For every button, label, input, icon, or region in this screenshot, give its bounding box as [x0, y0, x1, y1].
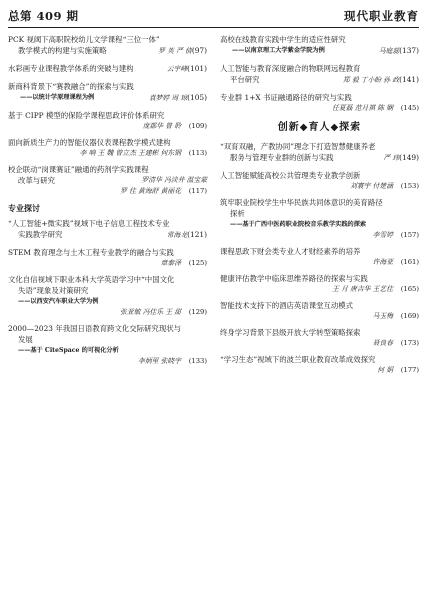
- entry-page: (137): [399, 46, 419, 55]
- entry-page: (109): [188, 122, 207, 130]
- entry-authors: 王 月 唐吉华 王艺佳: [332, 285, 393, 293]
- entry-authors: 罗 佳 黄海舒 黄丽花: [120, 187, 181, 195]
- entry-authors: 常海龙: [166, 231, 188, 239]
- toc-entry[interactable]: [220, 141, 419, 164]
- entry-subtitle: ——以南京理工大学紫金学院为例: [232, 47, 325, 54]
- toc-entry[interactable]: [8, 247, 207, 268]
- entry-title: 新商科背景下“赛教融合”的探索与实践: [8, 82, 134, 91]
- entry-title-cont: [8, 45, 207, 57]
- toc-entry[interactable]: [8, 274, 207, 317]
- toc-entry[interactable]: [8, 63, 207, 75]
- entry-title: “双育双融，产教协同”理念下打造智慧健康养老: [220, 142, 376, 151]
- entry-authors: 章秦泽: [160, 259, 181, 267]
- entry-title-line2: 改革与研究: [18, 176, 55, 185]
- entry-page: (149): [399, 153, 419, 162]
- header-divider: [8, 27, 419, 28]
- entry-authors: 袁梦婷 周 琼: [148, 94, 188, 102]
- toc-entry[interactable]: [220, 327, 419, 348]
- entry-authors: 刘寰宇 付楚涵: [350, 182, 393, 190]
- toc-entry[interactable]: [8, 218, 207, 241]
- entry-page: (125): [188, 259, 207, 267]
- toc-entry[interactable]: [220, 197, 419, 240]
- entry-title: 人工智能赋能高校公共管理类专业教学创新: [220, 171, 361, 180]
- entry-page: (157): [400, 231, 419, 239]
- entry-title: 筑牢职业院校学生中华民族共同体意识的美育路径: [220, 198, 383, 207]
- entry-page: (169): [400, 312, 419, 320]
- entry-page: (145): [400, 104, 419, 112]
- entry-title: 终身学习背景下县级开放大学转型策略探索: [220, 328, 361, 337]
- toc-entry[interactable]: [220, 354, 419, 375]
- entry-authors: 云宇峰: [166, 65, 188, 73]
- toc-entry[interactable]: [220, 273, 419, 294]
- toc-entry[interactable]: [220, 246, 419, 267]
- entry-authors: 任夏磊 范月祺 陈 娴: [332, 104, 393, 112]
- entry-title: “人工智能+微实践”视域下电子信息工程技术专业: [8, 219, 170, 228]
- entry-page: (161): [400, 258, 419, 266]
- entry-authors: 张亚敏 冯佳乐 王 甜: [120, 308, 181, 316]
- entry-title: 课程思政下财会类专业人才财经素养的培养: [220, 247, 361, 256]
- entry-title-line2: 教学模式的构建与实施策略: [18, 46, 107, 55]
- section-heading: 创新◆育人◆探索: [277, 122, 362, 133]
- toc-entry[interactable]: [8, 323, 207, 366]
- entry-title: STEM 教育理念与土木工程专业教学的融合与实践: [8, 248, 174, 257]
- entry-authors: 许海亚: [372, 258, 393, 266]
- toc-left-column: [8, 34, 207, 366]
- entry-title: PCK 视阈下高职院校幼儿文学课程“三位一体”: [8, 35, 160, 44]
- entry-authors: 严 玮: [383, 154, 400, 162]
- entry-page: (173): [400, 339, 419, 347]
- entry-page: (177): [400, 366, 419, 374]
- issue-number: 总第 409 期: [8, 9, 79, 23]
- entry-authors: 罗清华 冯淡井 温宝蒙: [141, 176, 207, 184]
- entry-authors: 聂良春: [372, 339, 393, 347]
- entry-subtitle: ——以西安汽车职业大学为例: [18, 298, 99, 305]
- entry-page: (117): [188, 187, 207, 195]
- entry-authors: 何 娟: [377, 366, 393, 374]
- entry-title: 专业群 1+X 书证融通路径的研究与实践: [220, 93, 352, 102]
- entry-authors: 庞郡华 曾 聆: [142, 122, 181, 130]
- entry-title-line2: 失语”现象及对策研究: [18, 286, 89, 295]
- toc-entry[interactable]: [220, 63, 419, 86]
- toc-entry[interactable]: [220, 300, 419, 321]
- entry-page: (141): [399, 75, 419, 84]
- entry-page: (129): [188, 308, 207, 316]
- entry-title: 基于 CIPP 模型的保险学课程思政评价体系研究: [8, 111, 165, 120]
- entry-title: 高校在线教育实践中学生的适应性研究: [220, 35, 346, 44]
- entry-page: (153): [400, 182, 419, 190]
- entry-authors: 李炳里 张晓宇: [138, 357, 181, 365]
- entry-page: (113): [188, 149, 207, 157]
- toc-entry[interactable]: [8, 34, 207, 57]
- entry-page: (165): [400, 285, 419, 293]
- entry-title: 水彩画专业课程教学体系的突破与建构: [8, 64, 134, 73]
- entry-page: (105): [187, 93, 207, 102]
- entry-subtitle: ——以统计学原理课程为例: [20, 94, 95, 101]
- entry-authors: 马庭蕊: [378, 47, 400, 55]
- entry-page: (101): [187, 64, 207, 73]
- section-heading: 专业探讨: [8, 203, 40, 213]
- toc-entry[interactable]: [8, 81, 207, 104]
- entry-title: 人工智能与教育深度融合的物联网远程教育: [220, 64, 361, 73]
- entry-title-line2: 服务与管理专业群的创新与实践: [230, 153, 334, 162]
- entry-authors: 郑 毅 丁小盼 孙 政: [342, 76, 400, 84]
- entry-authors: 李雪婷: [372, 231, 393, 239]
- entry-title-line2: 实践教学研究: [18, 230, 63, 239]
- entry-title: 2000—2023 年我国日语教育跨文化交际研究现状与: [8, 324, 181, 333]
- entry-page: (97): [191, 46, 207, 55]
- toc-entry[interactable]: [8, 164, 207, 196]
- entry-title: 健康评估教学中临床思维养路径的探索与实践: [220, 274, 368, 283]
- entry-title-line2: 探析: [230, 209, 245, 218]
- entry-subtitle: ——基于广西中医药职业院校音乐教学实践的探索: [230, 221, 367, 228]
- entry-title: 文化自信视域下职业本科大学英语学习中“中国文化: [8, 275, 175, 284]
- entry-authors: 李 响 王 魏 曾立杰 王建彬 何东钢: [79, 149, 181, 157]
- page-header: [8, 6, 419, 28]
- entry-title-line2: 发展: [18, 335, 33, 344]
- toc-entry[interactable]: [220, 170, 419, 191]
- entry-page: (121): [187, 230, 207, 239]
- entry-title: 智能技术支持下的酒店英语课堂互动模式: [220, 301, 354, 310]
- toc-entry[interactable]: [8, 137, 207, 158]
- toc-entry[interactable]: [220, 34, 419, 57]
- toc-entry[interactable]: [220, 92, 419, 113]
- entry-page: (133): [188, 357, 207, 365]
- entry-title-line2: 平台研究: [230, 75, 260, 84]
- journal-name: 现代职业教育: [344, 9, 419, 23]
- entry-title: 校企联动“岗课赛证”融通的药剂学实践课程: [8, 165, 149, 174]
- toc-right-column: [220, 34, 419, 375]
- entry-subtitle: ——基于 CiteSpace 的可视化分析: [18, 347, 119, 354]
- entry-authors: 马玉梅: [372, 312, 393, 320]
- entry-authors: 罗 英 严 倩: [158, 47, 192, 55]
- entry-title: 面向新质生产力的智能仪器仪表课程教学模式建构: [8, 138, 171, 147]
- entry-title: “学习生态”视域下的波兰职业教育改革成效探究: [220, 355, 376, 364]
- toc-entry[interactable]: [8, 110, 207, 131]
